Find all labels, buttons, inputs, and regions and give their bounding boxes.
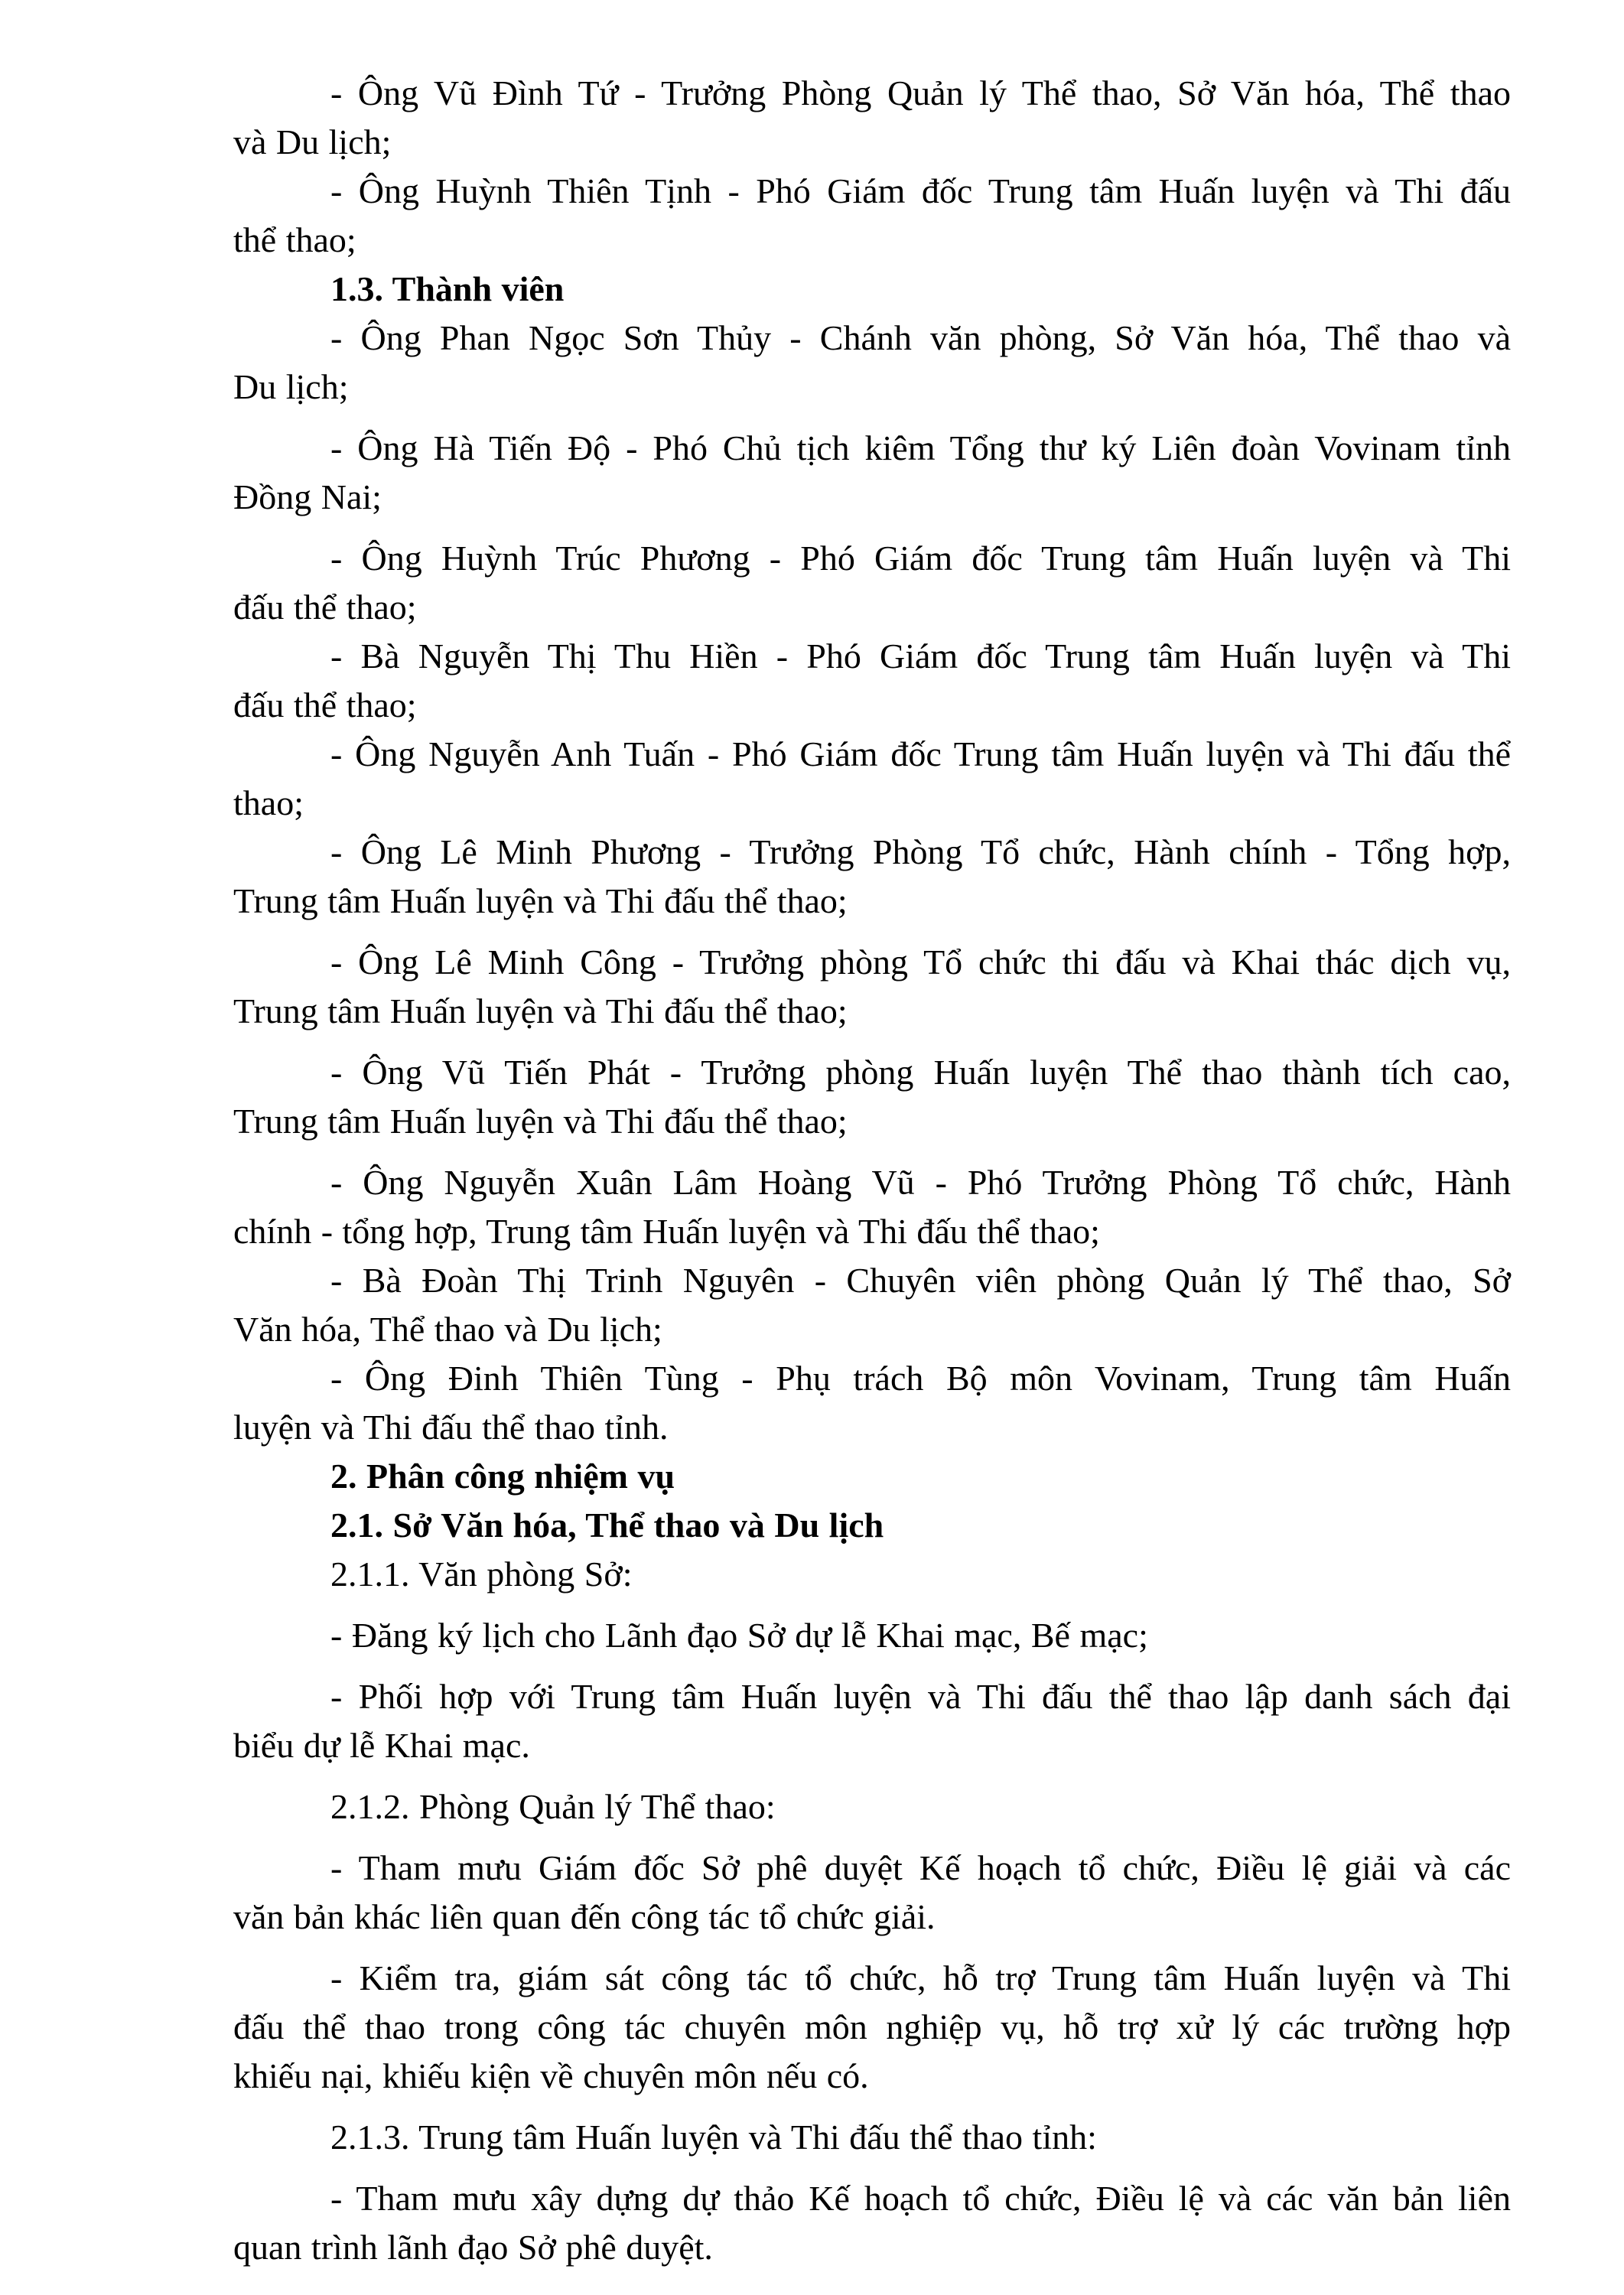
paragraph [233,424,1511,522]
section-heading [233,1452,1511,1501]
paragraph [233,167,1511,265]
text-line: 2.1.3. Trung tâm Huấn luyện và Thi đấu thể thao tỉnh: [330,2118,1097,2157]
text-line: đấu thể thao trong công tác chuyên môn nghiệp vụ, hỗ trợ xử lý các trường hợp [233,2007,1511,2046]
text-line: - Ông Phan Ngọc Sơn Thủy - Chánh văn phòng, Sở Văn hóa, Thể thao và [330,318,1511,357]
text-line: và Du lịch; [233,122,392,161]
text-line: 1.3. Thành viên [330,269,565,308]
text-line: - Ông Huỳnh Trúc Phương - Phó Giám đốc Trung tâm Huấn luyện và Thi [330,539,1511,578]
text-line: 2.1.1. Văn phòng Sở: [330,1554,633,1593]
text-line: Trung tâm Huấn luyện và Thi đấu thể thao; [233,881,848,920]
paragraph [233,1782,1511,1831]
text-line: - Ông Lê Minh Phương - Trưởng Phòng Tổ chức, Hành chính - Tổng hợp, [330,832,1511,871]
text-line: - Ông Lê Minh Công - Trưởng phòng Tổ chức thi đấu và Khai thác dịch vụ, [330,942,1511,981]
text-line: - Phối hợp với Trung tâm Huấn luyện và Thi đấu thể thao lập danh sách đại [330,1677,1511,1716]
text-line: - Ông Hà Tiến Độ - Phó Chủ tịch kiêm Tổng thư ký Liên đoàn Vovinam tỉnh [330,428,1511,467]
text-line: - Ông Nguyễn Anh Tuấn - Phó Giám đốc Trung tâm Huấn luyện và Thi đấu thể [330,734,1511,773]
text-line: thao; [233,783,304,822]
text-line: đấu thể thao; [233,588,417,627]
paragraph [233,730,1511,828]
paragraph [233,1048,1511,1146]
text-line: thể thao; [233,220,356,259]
text-line: chính - tổng hợp, Trung tâm Huấn luyện và Thi đấu thể thao; [233,1212,1100,1251]
text-line: - Bà Nguyễn Thị Thu Hiền - Phó Giám đốc Trung tâm Huấn luyện và Thi [330,636,1511,675]
text-line: 2. Phân công nhiệm vụ [330,1457,675,1496]
paragraph [233,314,1511,412]
text-line: Trung tâm Huấn luyện và Thi đấu thể thao; [233,991,848,1030]
paragraph [233,1954,1511,2101]
paragraph [233,1550,1511,1599]
text-line: - Ông Vũ Tiến Phát - Trưởng phòng Huấn luyện Thể thao thành tích cao, [330,1053,1511,1092]
section-heading [233,1501,1511,1550]
paragraph [233,2113,1511,2162]
paragraph [233,632,1511,730]
text-line: quan trình lãnh đạo Sở phê duyệt. [233,2228,713,2267]
text-line: - Tham mưu xây dựng dự thảo Kế hoạch tổ chức, Điều lệ và các văn bản liên [330,2179,1511,2218]
paragraph [233,1158,1511,1256]
text-line: văn bản khác liên quan đến công tác tổ chức giải. [233,1897,936,1936]
text-line: đấu thể thao; [233,685,417,724]
paragraph [233,1256,1511,1354]
paragraph [233,1672,1511,1770]
paragraph [233,828,1511,926]
paragraph [233,69,1511,167]
paragraph [233,1354,1511,1452]
document-content [233,69,1511,2272]
text-line: Đồng Nai; [233,477,382,516]
text-line: 2.1.2. Phòng Quản lý Thể thao: [330,1787,776,1826]
text-line: luyện và Thi đấu thể thao tỉnh. [233,1408,669,1447]
paragraph [233,2174,1511,2272]
text-line: - Đăng ký lịch cho Lãnh đạo Sở dự lễ Khai mạc, Bế mạc; [330,1616,1148,1655]
paragraph [233,534,1511,632]
text-line: - Ông Nguyễn Xuân Lâm Hoàng Vũ - Phó Trưởng Phòng Tổ chức, Hành [330,1163,1511,1202]
text-line: biểu dự lễ Khai mạc. [233,1726,530,1765]
text-line: khiếu nại, khiếu kiện về chuyên môn nếu có. [233,2056,869,2095]
text-line: - Bà Đoàn Thị Trinh Nguyên - Chuyên viên phòng Quản lý Thể thao, Sở [330,1261,1511,1300]
text-line: - Ông Vũ Đình Tứ - Trưởng Phòng Quản lý Thể thao, Sở Văn hóa, Thể thao [330,73,1511,112]
section-heading [233,265,1511,314]
text-line: - Ông Đinh Thiên Tùng - Phụ trách Bộ môn Vovinam, Trung tâm Huấn [330,1359,1511,1398]
text-line: - Kiểm tra, giám sát công tác tổ chức, hỗ trợ Trung tâm Huấn luyện và Thi [330,1958,1511,1997]
text-line: - Ông Huỳnh Thiên Tịnh - Phó Giám đốc Trung tâm Huấn luyện và Thi đấu [330,171,1511,210]
text-line: Du lịch; [233,367,349,406]
paragraph [233,938,1511,1036]
paragraph [233,1844,1511,1942]
paragraph [233,1611,1511,1660]
text-line: - Tham mưu Giám đốc Sở phê duyệt Kế hoạch tổ chức, Điều lệ giải và các [330,1848,1511,1887]
text-line: Trung tâm Huấn luyện và Thi đấu thể thao; [233,1102,848,1141]
text-line: 2.1. Sở Văn hóa, Thể thao và Du lịch [330,1506,884,1545]
text-line: Văn hóa, Thể thao và Du lịch; [233,1310,662,1349]
